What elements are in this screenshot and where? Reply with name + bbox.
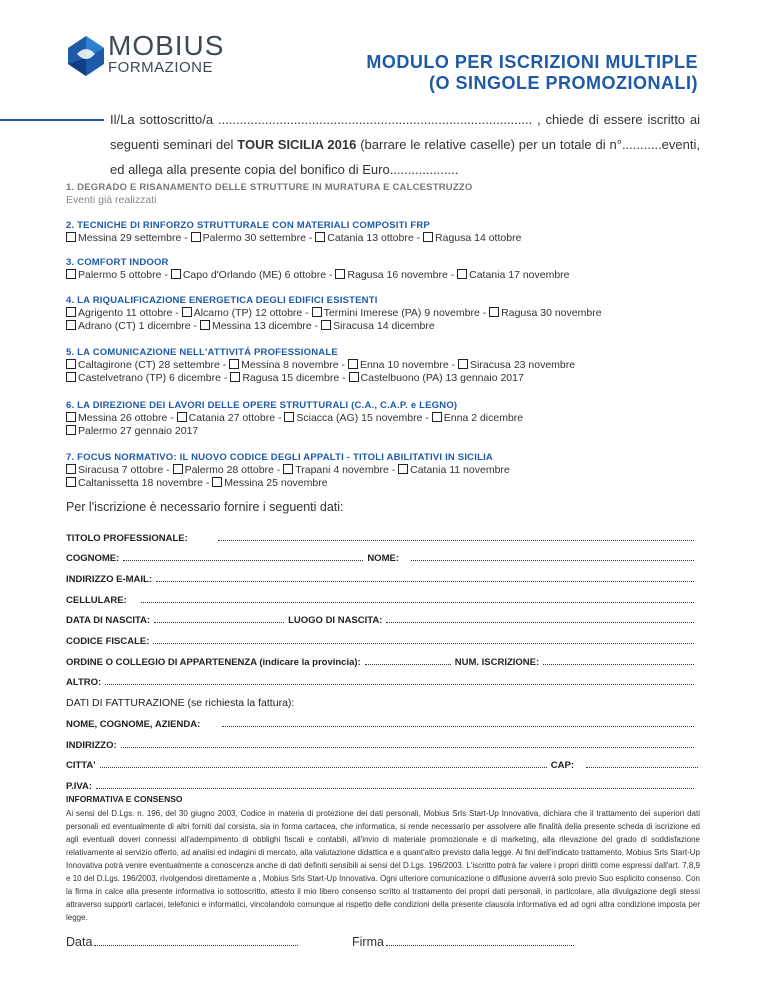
citta-input[interactable]	[100, 766, 547, 768]
indirizzo-input[interactable]	[121, 746, 694, 748]
email-input[interactable]	[156, 580, 694, 582]
checkbox[interactable]	[66, 464, 76, 474]
section-title: 3. COMFORT INDOOR	[66, 257, 169, 268]
intro-paragraph	[110, 107, 700, 182]
event-option[interactable]: Trapani 4 novembre -	[283, 464, 395, 476]
section-title: 4. LA RIQUALIFICAZIONE ENERGETICA DEGLI EDIFICI ESISTENTI	[66, 295, 378, 306]
section-options-line	[66, 372, 706, 385]
checkbox[interactable]	[349, 372, 359, 382]
section-2	[66, 219, 706, 245]
checkbox[interactable]	[230, 372, 240, 382]
checkbox[interactable]	[182, 307, 192, 317]
field-label: NOME:	[367, 553, 399, 564]
logo-line1: MOBIUS	[108, 30, 225, 61]
field-email	[66, 571, 698, 585]
section-7	[66, 451, 706, 490]
field-label: INDIRIZZO:	[66, 740, 117, 751]
checkbox[interactable]	[229, 359, 239, 369]
event-option[interactable]: Messina 13 dicembre -	[200, 320, 318, 332]
field-label: ORDINE O COLLEGIO DI APPARTENENZA (indicare la provincia):	[66, 657, 361, 668]
event-option[interactable]: Messina 29 settembre -	[66, 232, 188, 244]
informativa-text: Ai sensi del D.Lgs. n. 196, del 30 giugno 2003, Codice in materia di protezione dei dati personali, Mobius Srls Start-Up Innovativa, dichiara che il trattamento dei superiori dati personali ed eventualmente di altri forniti dal corsista, sia in forma cartacea, che informatica, si rende necessario per assolvere alle finalità della presente scheda di iscrizione ed agli eventuali doveri connessi all'adempimento di obblighi fiscali e contabili, all'invio di materiale promozionale e di marketing, alla rilevazione del grado di soddisfazione relativamente al servizio offerto, ad analisi ed indagini di mercato, alla valutazione didattica e a quant'altro previsto dalla legge. Ai fini dell'indicato trattamento, Mobius Srls Start-Up Innovativa potrà venire eventualmente a conoscenza anche di dati definiti sensibili ai sensi del D.Lgs. 196/2003. L'iscritto potrà far valere i propri diritti come espressi dall'art. 7,8,9 e 10 del D.Lgs. 196/2003, rivolgendosi direttamente a , Mobius Srls Start-Up Innovativa. Ogni ulteriore comunicazione o diffusione avverrà solo previo Suo esplicito consenso. Con la firma in calce alla presente informativa io sottoscritto, attesto il mio libero consenso scritto al trattamento dei propri dati personali, in particolare, alla divulgazione degli stessi attraverso supporti cartacei, telefonici e informatici, vincolandolo comunque al rispetto delle condizioni della presente clausola informativa ed ad ogni altra condizione imposta per legge.	[66, 809, 700, 922]
field-altro	[66, 674, 698, 688]
checkbox[interactable]	[66, 477, 76, 487]
section-title: 2. TECNICHE DI RINFORZO STRUTTURALE CON MATERIALI COMPOSITI FRP	[66, 220, 430, 231]
ordine-input[interactable]	[365, 663, 451, 665]
field-label: CELLULARE:	[66, 595, 127, 606]
mobius-logo	[66, 30, 236, 82]
section-options-line	[66, 232, 706, 245]
nome-input[interactable]	[411, 559, 694, 561]
page-title	[366, 52, 698, 94]
section-title: 5. LA COMUNICAZIONE NELL'ATTIVITÁ PROFESSIONALE	[66, 347, 338, 358]
event-option[interactable]: Termini Imerese (PA) 9 novembre -	[312, 307, 487, 319]
event-option[interactable]: Castelvetrano (TP) 6 dicembre -	[66, 372, 227, 384]
num-iscrizione-input[interactable]	[543, 663, 694, 665]
checkbox[interactable]	[66, 320, 76, 330]
checkbox[interactable]	[315, 232, 325, 242]
checkbox[interactable]	[66, 425, 76, 435]
field-azienda	[66, 716, 698, 730]
section-title: 6. LA DIREZIONE DEI LAVORI DELLE OPERE STRUTTURALI (C.A., C.A.P. e LEGNO)	[66, 400, 458, 411]
event-option[interactable]: Adrano (CT) 1 dicembre -	[66, 320, 197, 332]
checkbox[interactable]	[177, 412, 187, 422]
event-option[interactable]: Messina 25 novembre	[212, 477, 327, 489]
checkbox[interactable]	[66, 269, 76, 279]
section-options-line	[66, 269, 706, 282]
intro-text-2: (barrare le relative caselle) per un totale di n°...........eventi, ed allega alla presente copia del bonifico di Euro...................	[110, 137, 700, 177]
field-label: CAP:	[550, 760, 574, 771]
event-option[interactable]: Palermo 30 settembre -	[191, 232, 313, 244]
section-3	[66, 256, 706, 282]
checkbox[interactable]	[423, 232, 433, 242]
signature-firma	[352, 935, 578, 949]
field-label: DATI DI FATTURAZIONE (se richiesta la fattura):	[66, 697, 295, 709]
date-input[interactable]	[94, 944, 298, 946]
section-4	[66, 294, 706, 333]
event-option[interactable]: Messina 26 ottobre -	[66, 412, 174, 424]
titolo-input[interactable]	[218, 539, 694, 541]
field-piva	[66, 778, 698, 792]
section-options-line	[66, 477, 706, 490]
field-ordine	[66, 654, 698, 668]
event-option[interactable]: Siracusa 23 novembre	[458, 359, 575, 371]
field-label: CODICE FISCALE:	[66, 636, 150, 647]
event-option[interactable]: Enna 10 novembre -	[348, 359, 455, 371]
field-label: ALTRO:	[66, 677, 102, 688]
codice-fiscale-input[interactable]	[153, 642, 694, 644]
checkbox[interactable]	[283, 464, 293, 474]
section-1	[66, 181, 706, 207]
checkbox[interactable]	[171, 269, 181, 279]
checkbox[interactable]	[173, 464, 183, 474]
field-indirizzo	[66, 737, 698, 751]
event-option[interactable]: Siracusa 7 ottobre -	[66, 464, 170, 476]
checkbox[interactable]	[432, 412, 442, 422]
mobius-logo-icon	[66, 34, 106, 78]
section-options-line	[66, 425, 706, 438]
event-option[interactable]: Palermo 27 gennaio 2017	[66, 425, 198, 437]
event-option[interactable]: Ragusa 30 novembre	[489, 307, 601, 319]
field-label: INDIRIZZO E-MAIL:	[66, 574, 153, 585]
date-label: Data	[66, 935, 93, 949]
section-options-line	[66, 320, 706, 333]
fatturazione-heading	[66, 695, 698, 709]
field-titolo	[66, 530, 698, 544]
checkbox[interactable]	[191, 232, 201, 242]
field-label: NUM. ISCRIZIONE:	[454, 657, 540, 668]
event-option[interactable]: Enna 2 dicembre	[432, 412, 523, 424]
checkbox[interactable]	[212, 477, 222, 487]
informativa-title: INFORMATIVA E CONSENSO	[66, 794, 183, 804]
field-cognome-nome	[66, 550, 698, 564]
field-label: COGNOME:	[66, 553, 120, 564]
checkbox[interactable]	[312, 307, 322, 317]
field-label: DATA DI NASCITA:	[66, 615, 151, 626]
event-option[interactable]: Catania 11 novembre	[398, 464, 510, 476]
checkbox[interactable]	[66, 359, 76, 369]
signature-date	[66, 935, 302, 949]
field-label: NOME, COGNOME, AZIENDA:	[66, 719, 201, 730]
section-options-line	[66, 412, 706, 425]
field-codice-fiscale	[66, 633, 698, 647]
section-options-line	[66, 307, 706, 320]
event-option[interactable]: Caltanissetta 18 novembre -	[66, 477, 209, 489]
event-option[interactable]: Ragusa 15 dicembre -	[230, 372, 345, 384]
checkbox[interactable]	[200, 320, 210, 330]
section-options-line	[66, 359, 706, 372]
event-option[interactable]: Palermo 5 ottobre -	[66, 269, 168, 281]
blue-rule-divider	[0, 119, 104, 121]
title-line1: MODULO PER ISCRIZIONI MULTIPLE	[366, 52, 698, 72]
checkbox[interactable]	[335, 269, 345, 279]
firma-input[interactable]	[386, 944, 574, 946]
field-label: CITTA'	[66, 760, 96, 771]
event-option[interactable]: Catania 17 novembre	[457, 269, 569, 281]
data-nascita-input[interactable]	[154, 621, 284, 623]
checkbox[interactable]	[348, 359, 358, 369]
event-option[interactable]: Sciacca (AG) 15 novembre -	[284, 412, 428, 424]
azienda-input[interactable]	[222, 725, 694, 727]
event-option[interactable]: Capo d'Orlando (ME) 6 ottobre -	[171, 269, 333, 281]
intro-text-1: Il/La sottoscritto/a ....................................................................................... , chiede di essere iscritto ai seguenti seminari del	[110, 112, 700, 152]
title-line2: (O SINGOLE PROMOZIONALI)	[429, 73, 698, 93]
field-label: TITOLO PROFESSIONALE:	[66, 533, 188, 544]
event-option[interactable]: Ragusa 14 ottobre	[423, 232, 521, 244]
event-option[interactable]: Palermo 28 ottobre -	[173, 464, 281, 476]
section-title: 7. FOCUS NORMATIVO: IL NUOVO CODICE DEGLI APPALTI - TITOLI ABILITATIVI IN SICILIA	[66, 452, 493, 463]
field-label: P.IVA:	[66, 781, 93, 792]
section-options-line	[66, 464, 706, 477]
cap-input[interactable]	[586, 766, 698, 768]
cognome-input[interactable]	[123, 559, 363, 561]
event-option[interactable]: Castelbuono (PA) 13 gennaio 2017	[349, 372, 524, 384]
field-nascita	[66, 612, 698, 626]
event-option[interactable]: Siracusa 14 dicembre	[321, 320, 435, 332]
checkbox[interactable]	[398, 464, 408, 474]
checkbox[interactable]	[321, 320, 331, 330]
logo-line2: FORMAZIONE	[108, 59, 213, 76]
cellulare-input[interactable]	[141, 601, 694, 603]
checkbox[interactable]	[66, 412, 76, 422]
event-option[interactable]: Catania 27 ottobre -	[177, 412, 282, 424]
checkbox[interactable]	[66, 232, 76, 242]
checkbox[interactable]	[458, 359, 468, 369]
checkbox[interactable]	[284, 412, 294, 422]
checkbox[interactable]	[457, 269, 467, 279]
checkbox[interactable]	[489, 307, 499, 317]
section-title: 1. DEGRADO E RISANAMENTO DELLE STRUTTURE IN MURATURA E CALCESTRUZZO	[66, 182, 473, 193]
section-5	[66, 346, 706, 385]
field-cellulare	[66, 592, 698, 606]
intro-tour-name: TOUR SICILIA 2016	[237, 137, 357, 152]
event-option[interactable]: Caltagirone (CT) 28 settembre -	[66, 359, 226, 371]
event-option[interactable]: Alcamo (TP) 12 ottobre -	[182, 307, 309, 319]
event-option[interactable]: Messina 8 novembre -	[229, 359, 345, 371]
altro-input[interactable]	[105, 683, 694, 685]
event-option[interactable]: Catania 13 ottobre -	[315, 232, 420, 244]
checkbox[interactable]	[66, 307, 76, 317]
required-data-note: Per l'iscrizione è necessario fornire i seguenti dati:	[66, 500, 344, 514]
event-option[interactable]: Ragusa 16 novembre -	[335, 269, 454, 281]
field-citta-cap	[66, 757, 698, 771]
checkbox[interactable]	[66, 372, 76, 382]
section-6	[66, 399, 706, 438]
firma-label: Firma	[352, 935, 384, 949]
event-option[interactable]: Agrigento 11 ottobre -	[66, 307, 179, 319]
piva-input[interactable]	[96, 787, 694, 789]
section-note: Eventi già realizzati	[66, 194, 157, 206]
field-label: LUOGO DI NASCITA:	[288, 615, 383, 626]
luogo-nascita-input[interactable]	[386, 621, 694, 623]
